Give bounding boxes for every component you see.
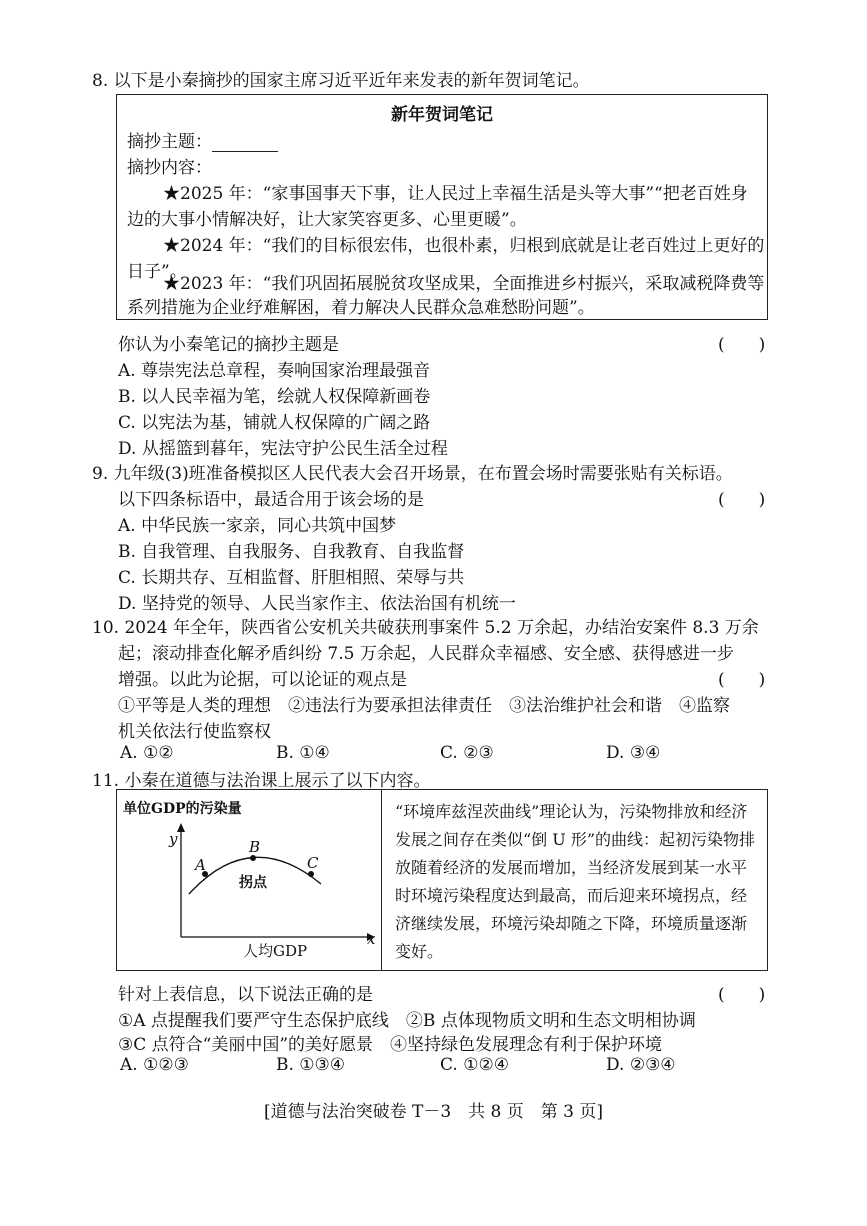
answer-paren: ( ) bbox=[718, 490, 766, 510]
topic-label: 摘抄主题： bbox=[127, 132, 212, 152]
y-axis-arrow bbox=[177, 823, 185, 832]
q10-line: 10. 2024 年全年，陕西省公安机关共破获刑事案件 5.2 万余起，办结治安案件 8.3 万余 bbox=[92, 618, 759, 638]
option-d: D. ③④ bbox=[606, 743, 661, 763]
note-line: ★2024 年：“我们的目标很宏伟，也很朴素，归根到底就是让老百姓过上更好的 bbox=[163, 236, 765, 256]
q11-statements: ①A 点提醒我们要严守生态保护底线 ②B 点体现物质文明和生态文明相协调 bbox=[118, 1011, 696, 1031]
topic-row bbox=[127, 127, 278, 152]
option-c: C. 长期共存、互相监督、肝胆相照、荣辱与共 bbox=[118, 568, 465, 588]
option-b: B. ①④ bbox=[276, 743, 330, 763]
note-line: 系列措施为企业纾难解困，着力解决人民群众急难愁盼问题”。 bbox=[127, 298, 595, 318]
turning-point-label: 拐点 bbox=[239, 875, 267, 891]
q11-stem: 11. 小秦在道德与法治课上展示了以下内容。 bbox=[92, 771, 431, 791]
q11-question: 针对上表信息，以下说法正确的是 bbox=[118, 985, 373, 1005]
answer-paren: ( ) bbox=[718, 985, 766, 1005]
answer-paren: ( ) bbox=[718, 335, 766, 355]
note-line: 日子”。 bbox=[127, 262, 187, 282]
option-b: B. ①③④ bbox=[276, 1055, 346, 1075]
note-line: ★2023 年：“我们巩固拓展脱贫攻坚成果，全面推进乡村振兴，采取减税降费等 bbox=[163, 274, 765, 294]
q9-stem-2: 以下四条标语中，最适合用于该会场的是 bbox=[118, 490, 424, 510]
q11-statements: ③C 点符合“美丽中国”的美好愿景 ④坚持绿色发展理念有利于保护环境 bbox=[118, 1035, 663, 1055]
x-axis-label: 人均GDP bbox=[243, 942, 308, 960]
x-axis-var: x bbox=[367, 930, 376, 948]
option-a: A. 尊崇宪法总章程，奏响国家治理最强音 bbox=[118, 361, 431, 381]
q8-question: 你认为小秦笔记的摘抄主题是 bbox=[118, 335, 339, 355]
column-divider bbox=[381, 790, 382, 970]
option-a: A. ①②③ bbox=[120, 1055, 189, 1075]
q8-stem: 8. 以下是小秦摘抄的国家主席习近平近年来发表的新年贺词笔记。 bbox=[92, 71, 590, 91]
option-a: A. 中华民族一家亲，同心共筑中国梦 bbox=[118, 516, 397, 536]
q10-statements: ①平等是人类的理想 ②违法行为要承担法律责任 ③法治维护社会和谐 ④监察 bbox=[118, 696, 730, 716]
q10-line: 增强。以此为论据，可以论证的观点是 bbox=[118, 670, 407, 690]
option-c: C. 以宪法为基，铺就人权保障的广阔之路 bbox=[118, 413, 431, 433]
option-c: C. ②③ bbox=[440, 743, 494, 763]
answer-paren: ( ) bbox=[718, 670, 766, 690]
q10-line: 起；滚动排查化解矛盾纠纷 7.5 万余起，人民群众幸福感、安全感、获得感进一步 bbox=[118, 644, 734, 664]
y-axis-label: y bbox=[169, 830, 178, 848]
chart-title: 单位GDP的污染量 bbox=[123, 801, 242, 817]
figure-box bbox=[116, 789, 768, 971]
point-b-label: B bbox=[249, 838, 261, 856]
option-b: B. 以人民幸福为笔，绘就人权保障新画卷 bbox=[118, 387, 431, 407]
q10-statements: 机关依法行使监察权 bbox=[118, 722, 271, 742]
content-label: 摘抄内容： bbox=[127, 158, 212, 178]
option-a: A. ①② bbox=[120, 743, 174, 763]
topic-blank bbox=[212, 133, 278, 152]
option-b: B. 自我管理、自我服务、自我教育、自我监督 bbox=[118, 542, 465, 562]
q9-stem: 9. 九年级(3)班准备模拟区人民代表大会召开场景，在布置会场时需要张贴有关标语。 bbox=[92, 464, 733, 484]
note-line: ★2025 年：“家事国事天下事，让人民过上幸福生活是头等大事”“把老百姓身 bbox=[163, 184, 748, 204]
note-box bbox=[116, 94, 768, 320]
option-d: D. ②③④ bbox=[606, 1055, 676, 1075]
page-footer: [道德与法治突破卷 T－3 共 8 页 第 3 页] bbox=[263, 1102, 604, 1122]
point-c-label: C bbox=[307, 854, 319, 872]
option-d: D. 从摇篮到暮年，宪法守护公民生活全过程 bbox=[118, 439, 448, 459]
point-a-label: A bbox=[195, 856, 206, 874]
note-line: 边的大事小情解决好，让大家笑容更多、心里更暖”。 bbox=[127, 210, 527, 230]
option-d: D. 坚持党的领导、人民当家作主、依法治国有机统一 bbox=[118, 594, 516, 614]
option-c: C. ①②④ bbox=[440, 1055, 509, 1075]
theory-text: “环境库兹涅茨曲线”理论认为，污染物排放和经济发展之间存在类似“倒 U 形”的曲线：起初污染物排放随着经济的发展而增加，当经济发展到某一水平时环境污染程度达到最高，而后迎来环境拐点，经济继续发展，环境污染却随之下降，环境质量逐渐变好。 bbox=[395, 802, 756, 961]
note-title: 新年贺词笔记 bbox=[391, 105, 493, 125]
